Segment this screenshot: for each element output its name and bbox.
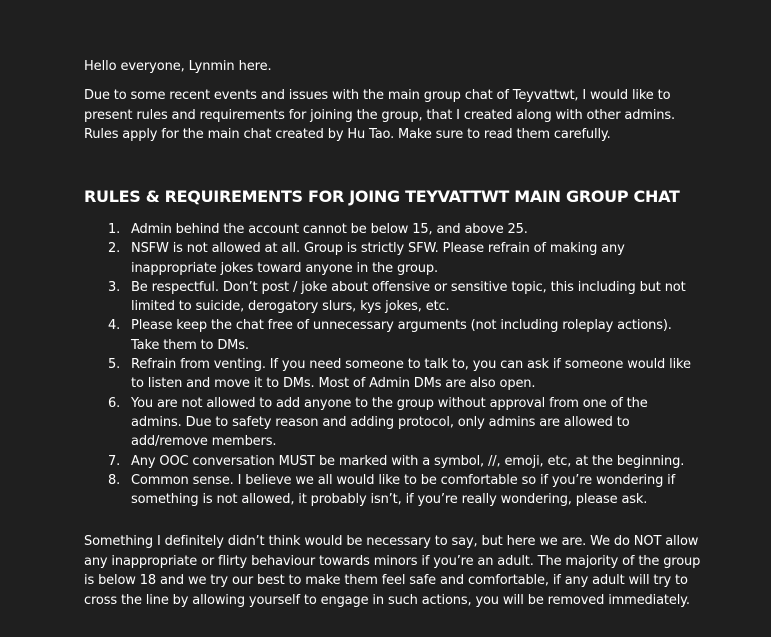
rule-text: Any OOC conversation MUST be marked with a symbol, //, emoji, etc, at the beginning.	[131, 453, 685, 469]
rule-number: 2.	[108, 241, 121, 257]
rule-text: Common sense. I believe we all would like to be comfortable so if you’re wondering if something is not allowed, it probably isn’t, if you’re really wondering, please ask.	[131, 472, 676, 508]
rule-item-7	[84, 452, 694, 471]
rule-number: 7.	[108, 453, 121, 469]
rule-text: NSFW is not allowed at all. Group is strictly SFW. Please refrain of making any inappropriate jokes toward anyone in the group.	[131, 241, 625, 276]
rule-item-8	[84, 471, 694, 510]
rule-number: 6.	[108, 395, 121, 411]
rule-text: Please keep the chat free of unnecessary arguments (not including roleplay actions). Take them to DMs.	[131, 318, 672, 353]
intro-paragraph: Due to some recent events and issues with the main group chat of Teyvattwt, I would like to present rules and requirements for joining the group, that I created along with other admins. Rules apply for the main chat created by Hu Tao. Make sure to read them carefully.	[84, 88, 675, 142]
rule-number: 8.	[108, 472, 121, 488]
rule-item-4	[84, 316, 694, 355]
rule-text: Be respectful. Don’t post / joke about offensive or sensitive topic, this including but not limited to suicide, derogatory slurs, kys jokes, etc.	[131, 279, 686, 315]
rule-number: 1.	[108, 222, 121, 237]
rules-list	[84, 220, 694, 509]
closing-paragraph: Something I definitely didn’t think would be necessary to say, but here we are. We do NOT allow any inappropriate or flirty behaviour towards minors if you’re an adult. The majority of the group is below 18 and we try our best to make them feel safe and comfortable, if any adult will try to cross the line by allowing yourself to engage in such actions, you will be removed immediately.	[84, 534, 701, 608]
rules-heading: RULES & REQUIREMENTS FOR JOING TEYVATTWT MAIN GROUP CHAT	[84, 187, 680, 206]
rule-number: 5.	[108, 357, 121, 373]
rule-item-3	[84, 278, 694, 317]
rule-item-6	[84, 394, 694, 452]
rule-text: Admin behind the account cannot be below 15, and above 25.	[131, 222, 528, 237]
greeting-text: Hello everyone, Lynmin here.	[84, 59, 272, 74]
rule-item-1	[84, 220, 694, 239]
rule-text: You are not allowed to add anyone to the group without approval from one of the admins. Due to safety reason and adding protocol, only admins are allowed to add/remove members.	[131, 395, 648, 450]
rule-item-2	[84, 239, 694, 278]
rule-text: Refrain from venting. If you need someone to talk to, you can ask if someone would like to listen and move it to DMs. Most of Admin DMs are also open.	[131, 357, 691, 392]
rule-number: 3.	[108, 279, 121, 295]
rule-item-5	[84, 355, 694, 394]
rule-number: 4.	[108, 318, 121, 334]
